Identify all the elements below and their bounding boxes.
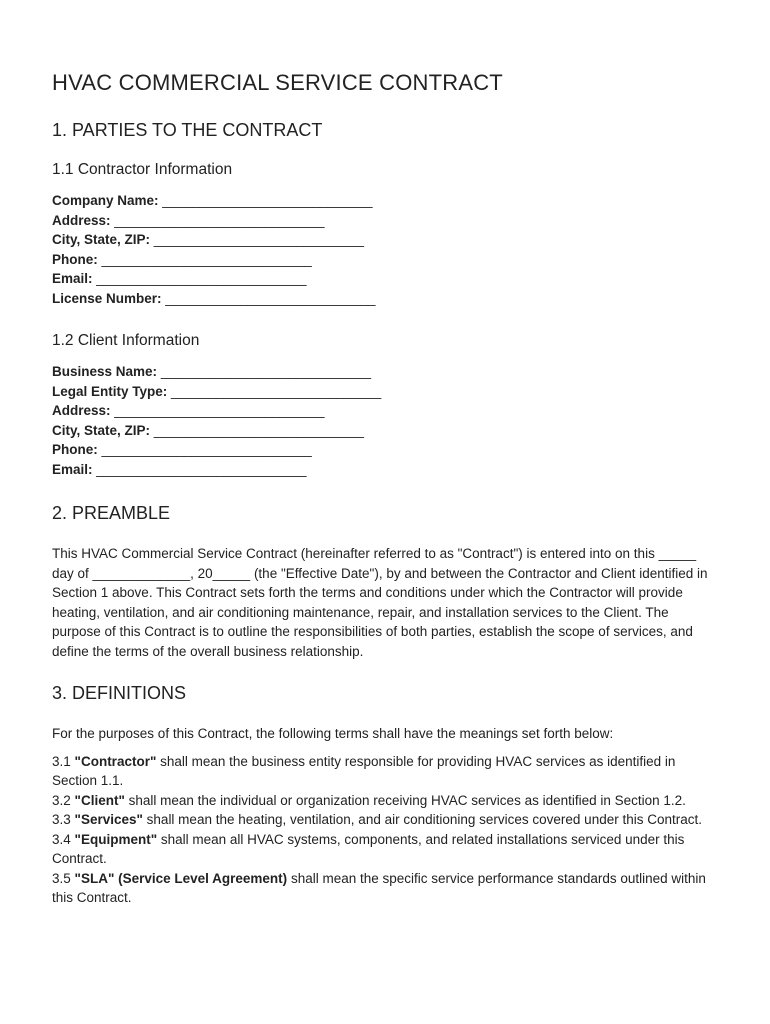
field-label: Address: — [52, 212, 111, 228]
definition-item — [52, 791, 718, 811]
definition-item — [52, 810, 718, 830]
definition-term: "Client" — [74, 792, 125, 808]
definition-item — [52, 752, 718, 791]
definition-number: 3.2 — [52, 792, 71, 808]
contractor-info-heading: 1.1 Contractor Information — [52, 161, 233, 178]
contractor-email-field[interactable] — [52, 269, 718, 289]
definition-text: shall mean all HVAC systems, components, and related installations serviced under this Contract. — [52, 831, 685, 866]
definition-text: shall mean the heating, ventilation, and air conditioning services covered under this Contract. — [146, 812, 702, 827]
client-business-name-field[interactable] — [52, 362, 718, 382]
definition-number: 3.3 — [52, 812, 71, 827]
field-label: License Number: — [52, 290, 162, 306]
field-blank: ____________________________ — [101, 251, 312, 267]
field-blank: ____________________________ — [101, 442, 312, 457]
field-blank: ____________________________ — [171, 383, 382, 399]
definition-text: shall mean the business entity responsible for providing HVAC services as identified in Section 1.1. — [52, 753, 676, 788]
contractor-address-field[interactable] — [52, 211, 718, 231]
contractor-fields — [52, 191, 718, 308]
client-city-state-zip-field[interactable] — [52, 421, 718, 441]
field-label: Email: — [52, 461, 93, 477]
client-email-field[interactable] — [52, 460, 718, 480]
client-address-field[interactable] — [52, 401, 718, 421]
contractor-company-name-field[interactable] — [52, 191, 718, 211]
client-legal-entity-type-field[interactable] — [52, 382, 718, 402]
contractor-phone-field[interactable] — [52, 250, 718, 270]
definition-number: 3.1 — [52, 753, 71, 769]
field-blank: ____________________________ — [153, 232, 365, 247]
field-label: City, State, ZIP: — [52, 422, 151, 438]
definition-term: "Contractor" — [74, 753, 157, 769]
field-label: Business Name: — [52, 364, 158, 379]
field-label: Phone: — [52, 442, 98, 457]
field-label: Address: — [52, 403, 111, 418]
section-preamble-heading: 2. PREAMBLE — [52, 503, 171, 523]
field-blank: ____________________________ — [162, 193, 373, 208]
contractor-license-number-field[interactable] — [52, 289, 718, 309]
contractor-city-state-zip-field[interactable] — [52, 230, 718, 250]
definition-term: "Services" — [74, 812, 143, 827]
client-info-heading: 1.2 Client Information — [52, 332, 200, 349]
field-blank: ____________________________ — [153, 422, 365, 438]
definition-term: "Equipment" — [74, 831, 158, 847]
definition-text: shall mean the specific service performance standards outlined within this Contract. — [52, 870, 706, 905]
definition-text: shall mean the individual or organization receiving HVAC services as identified in Section 1.2. — [128, 792, 686, 808]
definition-number: 3.5 — [52, 870, 71, 886]
field-label: Company Name: — [52, 193, 159, 208]
field-label: City, State, ZIP: — [52, 232, 151, 247]
field-blank: ____________________________ — [96, 271, 307, 286]
client-phone-field[interactable] — [52, 440, 718, 460]
definition-item — [52, 830, 718, 869]
definitions-intro: For the purposes of this Contract, the following terms shall have the meanings set forth below: — [52, 726, 614, 741]
field-blank: ____________________________ — [160, 364, 372, 379]
client-fields — [52, 362, 718, 479]
definitions-list — [52, 752, 718, 908]
preamble-paragraph: This HVAC Commercial Service Contract (hereinafter referred to as "Contract") is entered into on this _____ day of _____________, 20_____ (the "Effective Date"), by and between the Contractor and Client identified in Section 1 above. This Contract sets forth the terms and conditions under which the Contractor will provide heating, ventilation, and air conditioning maintenance, repair, and installation services to the Client. The purpose of this Contract is to outline the responsibilities of both parties, establish the scope of services, and define the terms of the overall business relationship. — [52, 546, 708, 659]
definition-item — [52, 869, 718, 908]
section-parties-heading: 1. PARTIES TO THE CONTRACT — [52, 120, 323, 140]
definition-number: 3.4 — [52, 831, 71, 847]
field-label: Legal Entity Type: — [52, 383, 168, 399]
field-blank: ____________________________ — [165, 290, 376, 306]
document-title: HVAC COMMERCIAL SERVICE CONTRACT — [52, 70, 503, 95]
field-label: Phone: — [52, 251, 98, 267]
field-blank: ____________________________ — [114, 403, 325, 418]
section-definitions-heading: 3. DEFINITIONS — [52, 683, 187, 703]
definition-term: "SLA" (Service Level Agreement) — [74, 870, 288, 886]
field-blank: ____________________________ — [114, 212, 325, 228]
field-label: Email: — [52, 271, 93, 286]
field-blank: ____________________________ — [96, 461, 307, 477]
